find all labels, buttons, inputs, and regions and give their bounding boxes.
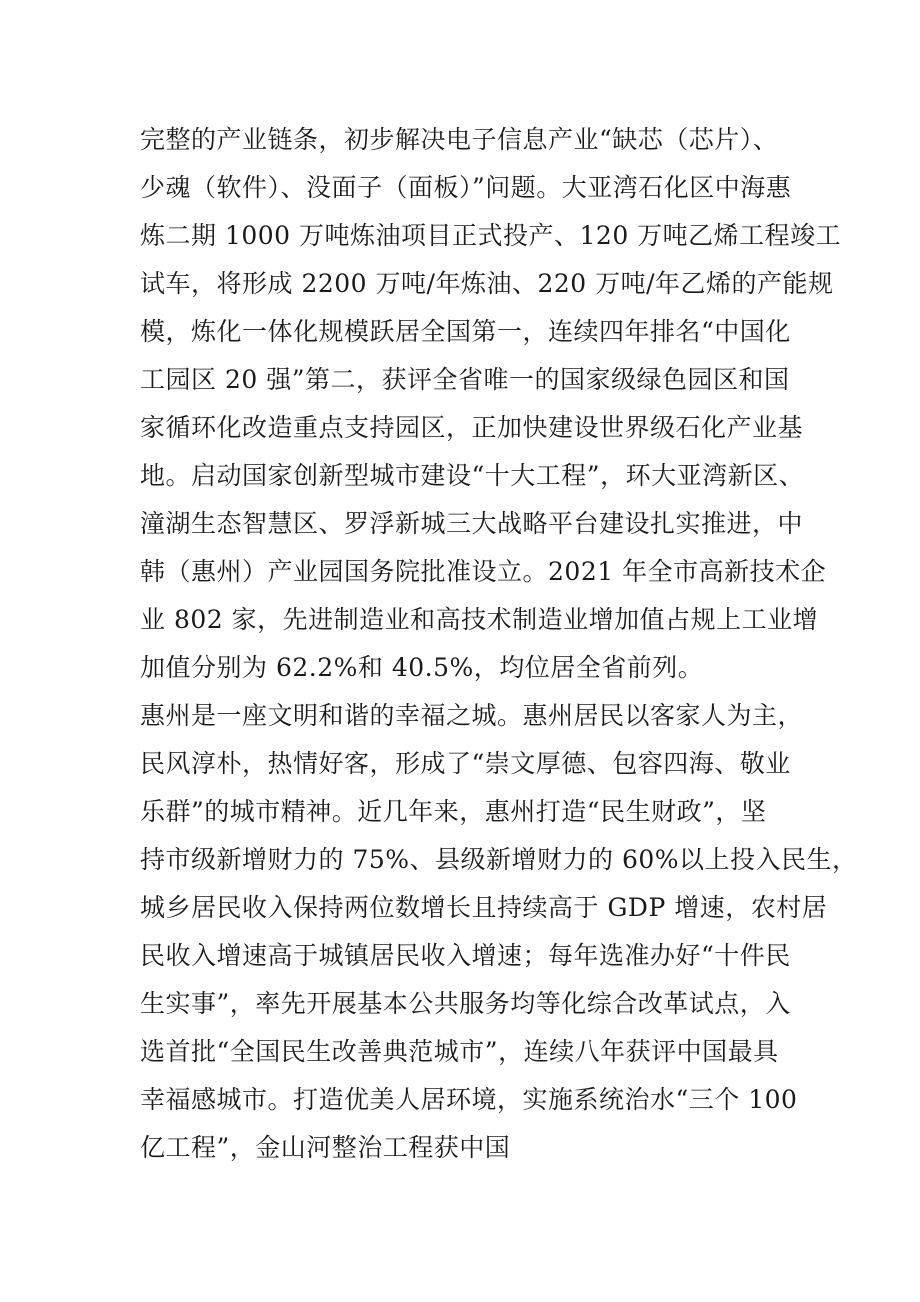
text-line: 潼湖生态智慧区、罗浮新城三大战略平台建设扎实推进，中: [140, 509, 804, 538]
body-text: [140, 116, 858, 1172]
text-line: 民风淳朴，热情好客，形成了“崇文厚德、包容四海、敬业: [140, 749, 791, 778]
text-line: 选首批“全国民生改善典范城市”，连续八年获评中国最具: [140, 1037, 779, 1066]
text-line: 试车，将形成 2200 万吨/年炼油、220 万吨/年乙烯的产能规: [140, 269, 834, 298]
text-line: 工园区 20 强”第二，获评全省唯一的国家级绿色园区和国: [140, 365, 790, 394]
text-line: 少魂（软件）、没面子（面板）”问题。大亚湾石化区中海惠: [140, 173, 792, 202]
text-line: 城乡居民收入保持两位数增长且持续高于 GDP 增速，农村居: [140, 893, 828, 922]
text-line: 地。启动国家创新型城市建设“十大工程”，环大亚湾新区、: [140, 461, 805, 490]
text-line: 家循环化改造重点支持园区，正加快建设世界级石化产业基: [140, 413, 804, 442]
text-line: 业 802 家，先进制造业和高技术制造业增加值占规上工业增: [140, 605, 819, 634]
text-line: 亿工程”，金山河整治工程获中国: [140, 1133, 511, 1162]
text-line: 民收入增速高于城镇居民收入增速；每年选准办好“十件民: [140, 941, 791, 970]
text-line: 乐群”的城市精神。近几年来，惠州打造“民生财政”，坚: [140, 797, 767, 826]
text-line: 惠州是一座文明和谐的幸福之城。惠州居民以客家人为主，: [140, 701, 804, 730]
text-line: 加值分别为 62.2%和 40.5%，均位居全省前列。: [140, 653, 704, 682]
text-line: 韩（惠州）产业园国务院批准设立。2021 年全市高新技术企: [140, 557, 827, 586]
text-line: 持市级新增财力的 75%、县级新增财力的 60%以上投入民生，: [140, 845, 858, 874]
text-line: 幸福感城市。打造优美人居环境，实施系统治水“三个 100: [140, 1085, 798, 1114]
text-line: 完整的产业链条，初步解决电子信息产业“缺芯（芯片）、: [140, 125, 779, 154]
text-line: 生实事”，率先开展基本公共服务均等化综合改革试点，入: [140, 989, 791, 1018]
text-line: 炼二期 1000 万吨炼油项目正式投产、120 万吨乙烯工程竣工: [140, 221, 842, 250]
text-line: 模，炼化一体化规模跃居全国第一，连续四年排名“中国化: [140, 317, 791, 346]
